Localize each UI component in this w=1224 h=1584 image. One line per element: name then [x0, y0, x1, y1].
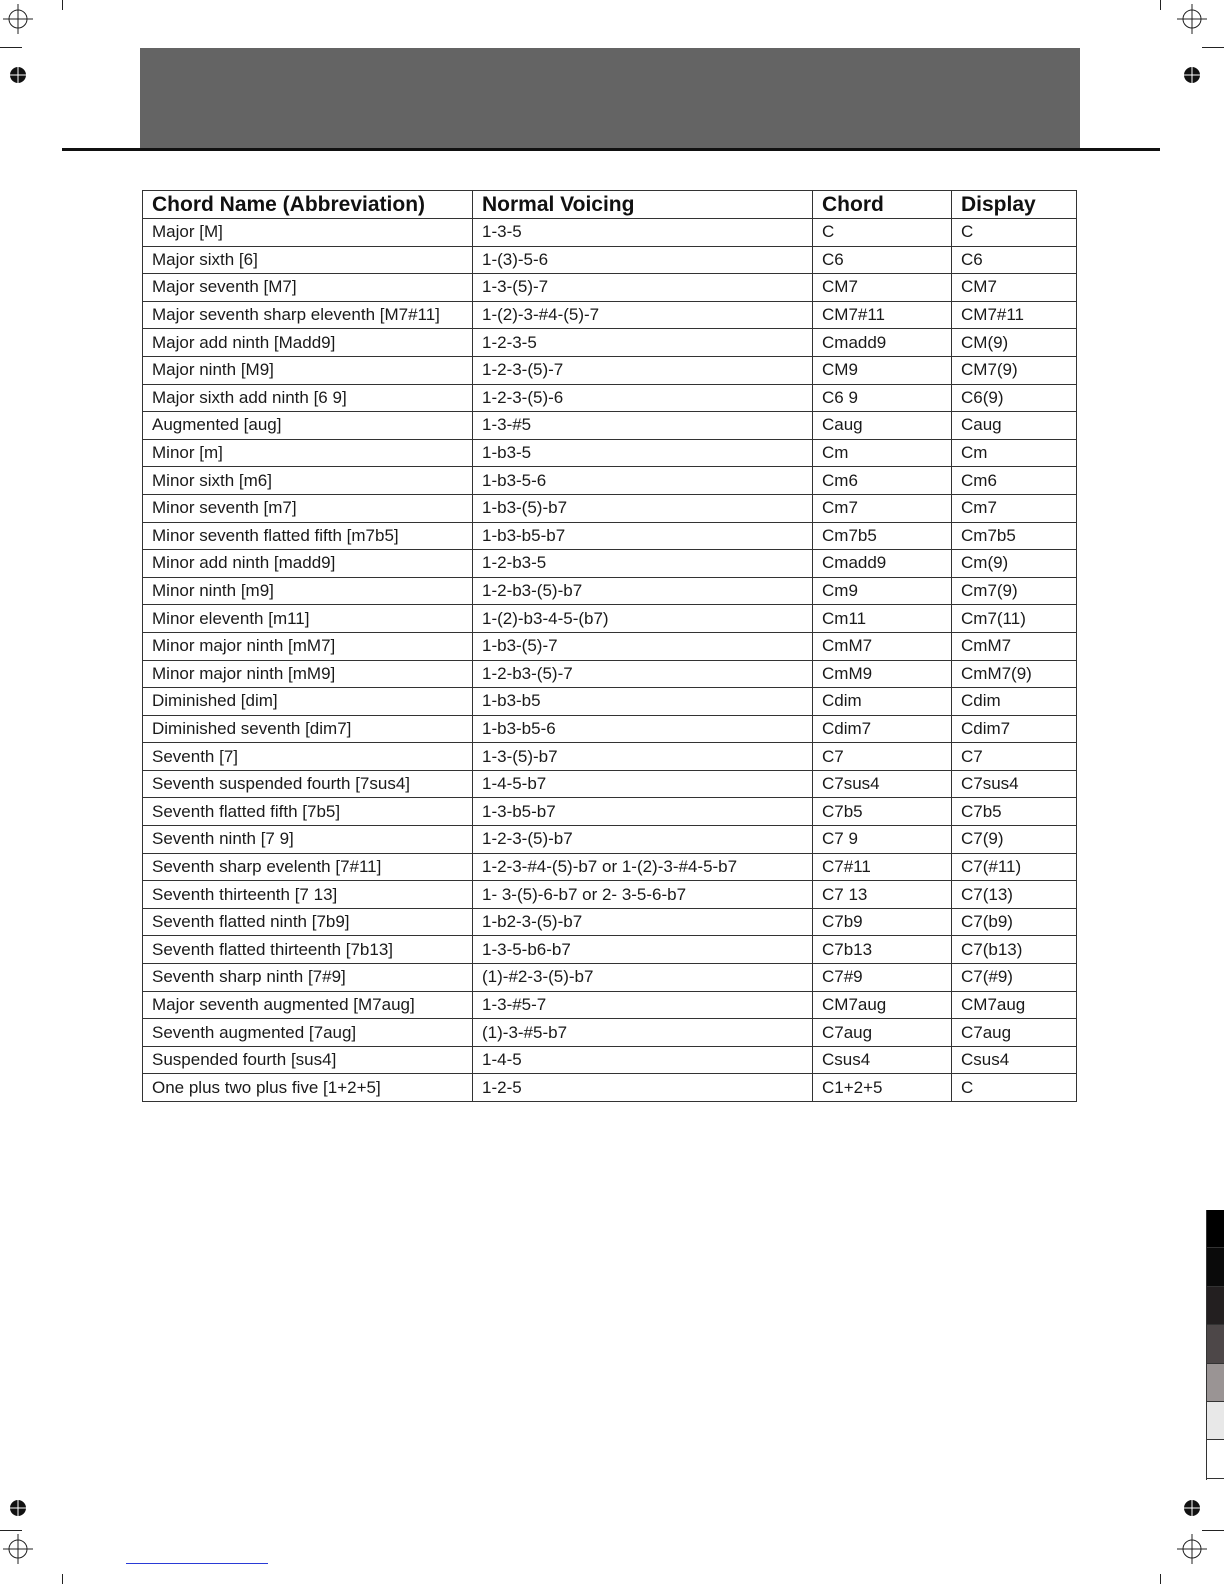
cell-display: C [952, 219, 1077, 247]
cell-display: Csus4 [952, 1046, 1077, 1074]
cell-display: CmM7(9) [952, 660, 1077, 688]
cell-chord: Caug [813, 412, 952, 440]
cell-display: C7(b9) [952, 908, 1077, 936]
cell-chord-name: Suspended fourth [sus4] [143, 1046, 473, 1074]
registration-dot-icon-bottom-left [9, 1499, 27, 1517]
cell-normal-voicing: 1-b3-5 [473, 439, 813, 467]
color-swatch [1207, 1325, 1224, 1363]
cell-normal-voicing: 1-(2)-b3-4-5-(b7) [473, 605, 813, 633]
crosshair-registration-mark-bottom-right [1177, 1534, 1207, 1564]
cell-display: Cm7b5 [952, 522, 1077, 550]
cell-display: C7aug [952, 1019, 1077, 1047]
cell-display: Cm7 [952, 494, 1077, 522]
cell-display: C7(9) [952, 826, 1077, 854]
table-row [143, 770, 1077, 798]
chord-table [142, 190, 1077, 1102]
table-body [143, 219, 1077, 1102]
cell-display: CmM7 [952, 632, 1077, 660]
cell-display: C7(#9) [952, 964, 1077, 992]
header-chord-name: Chord Name (Abbreviation) [143, 191, 473, 219]
grayscale-color-bar [1206, 1210, 1224, 1480]
cell-display: C7b5 [952, 798, 1077, 826]
cell-normal-voicing: 1-b3-(5)-7 [473, 632, 813, 660]
cell-chord: Cm7 [813, 494, 952, 522]
cell-chord: C7#9 [813, 964, 952, 992]
crosshair-registration-mark-top-left [3, 4, 33, 34]
cell-normal-voicing: 1-3-#5 [473, 412, 813, 440]
cell-normal-voicing: 1- 3-(5)-6-b7 or 2- 3-5-6-b7 [473, 881, 813, 909]
cell-chord: C7b13 [813, 936, 952, 964]
crop-tick-bottom-left [62, 1574, 63, 1584]
footer-underline [126, 1563, 268, 1564]
table-row [143, 936, 1077, 964]
cell-chord: Cm6 [813, 467, 952, 495]
header-display: Display [952, 191, 1077, 219]
cell-normal-voicing: 1-2-3-(5)-6 [473, 384, 813, 412]
table-row [143, 522, 1077, 550]
table-row [143, 743, 1077, 771]
table-row [143, 467, 1077, 495]
table-row [143, 991, 1077, 1019]
cell-normal-voicing: 1-b3-b5 [473, 688, 813, 716]
cell-chord-name: Minor [m] [143, 439, 473, 467]
cell-normal-voicing: 1-2-b3-5 [473, 550, 813, 578]
table-row [143, 329, 1077, 357]
cell-chord-name: Minor add ninth [madd9] [143, 550, 473, 578]
cell-chord: CmM7 [813, 632, 952, 660]
cell-chord-name: Minor eleventh [m11] [143, 605, 473, 633]
cell-normal-voicing: 1-b3-5-6 [473, 467, 813, 495]
cell-chord-name: Minor major ninth [mM7] [143, 632, 473, 660]
cell-chord-name: Major sixth [6] [143, 246, 473, 274]
crop-tick-bottom-right [1160, 1574, 1161, 1584]
cell-chord: CM7 [813, 274, 952, 302]
cell-display: Cm6 [952, 467, 1077, 495]
cell-chord-name: Augmented [aug] [143, 412, 473, 440]
cell-chord-name: Major sixth add ninth [6 9] [143, 384, 473, 412]
cell-chord-name: Major [M] [143, 219, 473, 247]
cell-chord: C7#11 [813, 853, 952, 881]
cell-chord-name: Seventh flatted thirteenth [7b13] [143, 936, 473, 964]
cell-chord: Cm9 [813, 577, 952, 605]
table-row [143, 964, 1077, 992]
table-row [143, 632, 1077, 660]
cell-normal-voicing: 1-3-(5)-b7 [473, 743, 813, 771]
cell-chord-name: Seventh sharp evelenth [7#11] [143, 853, 473, 881]
cell-normal-voicing: 1-2-b3-(5)-7 [473, 660, 813, 688]
color-swatch [1207, 1440, 1224, 1478]
cell-chord: C7b9 [813, 908, 952, 936]
cell-normal-voicing: 1-2-b3-(5)-b7 [473, 577, 813, 605]
table-row [143, 384, 1077, 412]
cell-chord: Cm11 [813, 605, 952, 633]
crop-tick-right-upper [1202, 47, 1224, 48]
table-row [143, 356, 1077, 384]
cell-normal-voicing: (1)-3-#5-b7 [473, 1019, 813, 1047]
crop-tick-top-right [1160, 0, 1161, 10]
cell-chord: C6 9 [813, 384, 952, 412]
cell-display: CM7(9) [952, 356, 1077, 384]
cell-display: C7 [952, 743, 1077, 771]
cell-chord-name: Seventh flatted ninth [7b9] [143, 908, 473, 936]
cell-chord: CmM9 [813, 660, 952, 688]
cell-normal-voicing: 1-3-#5-7 [473, 991, 813, 1019]
cell-normal-voicing: (1)-#2-3-(5)-b7 [473, 964, 813, 992]
cell-display: Caug [952, 412, 1077, 440]
cell-chord: CM7#11 [813, 301, 952, 329]
cell-display: C7(b13) [952, 936, 1077, 964]
cell-chord-name: Seventh suspended fourth [7sus4] [143, 770, 473, 798]
header-rule [62, 148, 1160, 151]
cell-normal-voicing: 1-3-(5)-7 [473, 274, 813, 302]
cell-chord: C1+2+5 [813, 1074, 952, 1102]
cell-normal-voicing: 1-2-3-5 [473, 329, 813, 357]
cell-display: CM7#11 [952, 301, 1077, 329]
table-row [143, 577, 1077, 605]
cell-normal-voicing: 1-3-b5-b7 [473, 798, 813, 826]
color-swatch [1207, 1210, 1224, 1248]
registration-dot-icon-top-right [1183, 66, 1201, 84]
cell-chord-name: Seventh [7] [143, 743, 473, 771]
cell-chord-name: Seventh sharp ninth [7#9] [143, 964, 473, 992]
cell-normal-voicing: 1-b2-3-(5)-b7 [473, 908, 813, 936]
crosshair-registration-mark-bottom-left [3, 1534, 33, 1564]
cell-chord-name: Major seventh sharp eleventh [M7#11] [143, 301, 473, 329]
cell-normal-voicing: 1-(3)-5-6 [473, 246, 813, 274]
table-row [143, 274, 1077, 302]
cell-normal-voicing: 1-2-3-#4-(5)-b7 or 1-(2)-3-#4-5-b7 [473, 853, 813, 881]
registration-dot-icon-bottom-right [1183, 1499, 1201, 1517]
header-band [140, 48, 1080, 148]
table-header-row [143, 191, 1077, 219]
cell-normal-voicing: 1-b3-b5-6 [473, 715, 813, 743]
cell-chord: Cmadd9 [813, 550, 952, 578]
cell-chord: C6 [813, 246, 952, 274]
cell-display: CM7 [952, 274, 1077, 302]
cell-chord-name: Seventh flatted fifth [7b5] [143, 798, 473, 826]
cell-chord-name: Diminished seventh [dim7] [143, 715, 473, 743]
cell-display: C [952, 1074, 1077, 1102]
table-row [143, 605, 1077, 633]
cell-chord-name: Minor sixth [m6] [143, 467, 473, 495]
cell-normal-voicing: 1-b3-(5)-b7 [473, 494, 813, 522]
cell-chord-name: Major seventh [M7] [143, 274, 473, 302]
table-row [143, 688, 1077, 716]
cell-display: Cm [952, 439, 1077, 467]
cell-normal-voicing: 1-2-3-(5)-7 [473, 356, 813, 384]
cell-chord: C7b5 [813, 798, 952, 826]
crosshair-registration-mark-top-right [1177, 4, 1207, 34]
table-row [143, 219, 1077, 247]
cell-display: Cm7(9) [952, 577, 1077, 605]
table-row [143, 1046, 1077, 1074]
table-row [143, 550, 1077, 578]
cell-normal-voicing: 1-4-5 [473, 1046, 813, 1074]
cell-display: Cm(9) [952, 550, 1077, 578]
cell-chord-name: Diminished [dim] [143, 688, 473, 716]
cell-chord-name: Minor seventh flatted fifth [m7b5] [143, 522, 473, 550]
cell-chord: CM9 [813, 356, 952, 384]
cell-chord-name: Minor major ninth [mM9] [143, 660, 473, 688]
cell-chord-name: One plus two plus five [1+2+5] [143, 1074, 473, 1102]
cell-chord: Cm7b5 [813, 522, 952, 550]
table-row [143, 826, 1077, 854]
cell-chord: Cmadd9 [813, 329, 952, 357]
cell-chord: Cdim7 [813, 715, 952, 743]
cell-display: C6 [952, 246, 1077, 274]
cell-normal-voicing: 1-b3-b5-b7 [473, 522, 813, 550]
cell-chord: C7 13 [813, 881, 952, 909]
table-row [143, 412, 1077, 440]
cell-display: Cm7(11) [952, 605, 1077, 633]
table-row [143, 1019, 1077, 1047]
cell-normal-voicing: 1-2-3-(5)-b7 [473, 826, 813, 854]
table-row [143, 439, 1077, 467]
cell-display: C7(#11) [952, 853, 1077, 881]
cell-display: Cdim [952, 688, 1077, 716]
crop-tick-right-lower [1202, 1530, 1224, 1531]
cell-chord-name: Seventh ninth [7 9] [143, 826, 473, 854]
table-row [143, 908, 1077, 936]
cell-chord-name: Seventh thirteenth [7 13] [143, 881, 473, 909]
cell-chord-name: Major ninth [M9] [143, 356, 473, 384]
crop-tick-left-lower [0, 1530, 22, 1531]
cell-normal-voicing: 1-3-5-b6-b7 [473, 936, 813, 964]
table-row [143, 1074, 1077, 1102]
cell-chord-name: Major seventh augmented [M7aug] [143, 991, 473, 1019]
cell-display: CM7aug [952, 991, 1077, 1019]
cell-normal-voicing: 1-4-5-b7 [473, 770, 813, 798]
table-row [143, 246, 1077, 274]
table-row [143, 798, 1077, 826]
cell-chord-name: Minor seventh [m7] [143, 494, 473, 522]
header-chord: Chord [813, 191, 952, 219]
table-row [143, 494, 1077, 522]
color-swatch [1207, 1364, 1224, 1402]
cell-normal-voicing: 1-3-5 [473, 219, 813, 247]
cell-display: Cdim7 [952, 715, 1077, 743]
cell-display: C6(9) [952, 384, 1077, 412]
table-row [143, 853, 1077, 881]
table-row [143, 660, 1077, 688]
cell-chord: C7sus4 [813, 770, 952, 798]
cell-normal-voicing: 1-2-5 [473, 1074, 813, 1102]
cell-chord: Cm [813, 439, 952, 467]
cell-chord-name: Major add ninth [Madd9] [143, 329, 473, 357]
crop-tick-top-left [62, 0, 63, 10]
cell-chord: Cdim [813, 688, 952, 716]
table-row [143, 881, 1077, 909]
cell-display: C7sus4 [952, 770, 1077, 798]
cell-chord-name: Seventh augmented [7aug] [143, 1019, 473, 1047]
registration-dot-icon-top-left [9, 66, 27, 84]
cell-chord: C7aug [813, 1019, 952, 1047]
cell-chord: C [813, 219, 952, 247]
cell-chord: C7 9 [813, 826, 952, 854]
cell-chord-name: Minor ninth [m9] [143, 577, 473, 605]
cell-display: CM(9) [952, 329, 1077, 357]
table-row [143, 301, 1077, 329]
header-normal-voicing: Normal Voicing [473, 191, 813, 219]
color-swatch [1207, 1287, 1224, 1325]
table-row [143, 715, 1077, 743]
cell-chord: C7 [813, 743, 952, 771]
cell-display: C7(13) [952, 881, 1077, 909]
cell-chord: CM7aug [813, 991, 952, 1019]
cell-normal-voicing: 1-(2)-3-#4-(5)-7 [473, 301, 813, 329]
color-swatch [1207, 1402, 1224, 1440]
cell-chord: Csus4 [813, 1046, 952, 1074]
color-swatch [1207, 1248, 1224, 1286]
crop-tick-left-upper [0, 47, 22, 48]
